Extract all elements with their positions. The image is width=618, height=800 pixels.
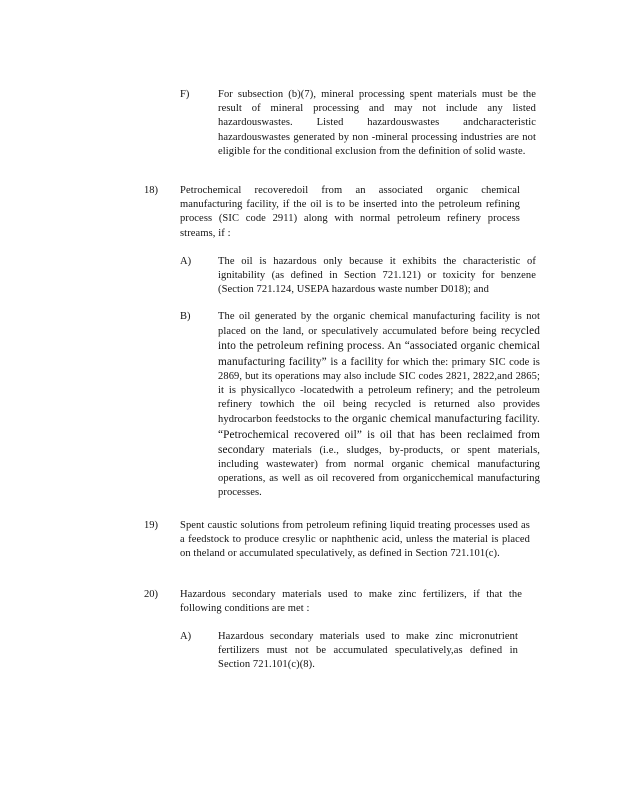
item-label-20a: A)	[180, 631, 192, 642]
item-label-19: 19)	[144, 520, 158, 531]
item-text-18a: The oil is hazardous only because it exhibits the characteristic of ignitability (as defined in Section 721.121) or toxicity for benzene (Section 721.124, USEPA hazardous waste number D018); and	[218, 256, 536, 296]
item-text-18b-part5: materials (i.e., sludges, by-products, or spent materials, including wastewater) from normal organic chemical manufacturing operations, as well as oil recovered from organicchemical manufacturing processes.	[218, 444, 540, 499]
item-label-20: 20)	[144, 589, 158, 600]
item-text-f: For subsection (b)(7), mineral processing spent materials must be the result of mineral processing and may not include any listed hazardouswastes. Listed hazardouswastes andcharacteristic hazardouswastes generated by non -mineral processing industries are not eligible for the conditional exclusion from the definition of solid waste.	[218, 89, 536, 157]
item-text-18: Petrochemical recoveredoil from an associated organic chemical manufacturing facility, if the oil is to be inserted into the petroleum refining process (SIC code 2911) along with normal petroleum refinery process streams, if :	[180, 185, 520, 239]
item-label-18: 18)	[144, 185, 158, 196]
item-text-18b-part3: for which the: primary SIC code is 2869, but its operations may also include SIC codes 2821, 2822,and 2865; it is physicallyco -locatedwith a petroleum refinery; and the petroleum refinery towhich the oil being recycled is returned also provides hydrocarbon feedstocks to	[218, 356, 540, 426]
item-text-18b-part4: the organic chemical manufacturing facility. “Petrochemical recovered oil” is oil that has been reclaimed from secondary	[218, 413, 540, 456]
item-label-18b: B)	[180, 311, 191, 322]
item-text-18b-part1: The oil generated by the organic chemical manufacturing facility is not placed on the land, or speculatively accumulated before being	[218, 311, 540, 338]
item-label-18a: A)	[180, 256, 192, 267]
item-text-18b	[218, 310, 540, 501]
item-text-20a: Hazardous secondary materials used to make zinc micronutrient fertilizers must not be accumulated speculatively,as defined in Section 721.101(c)(8).	[218, 631, 518, 671]
item-text-19: Spent caustic solutions from petroleum refining liquid treating processes used as a feedstock to produce cresylic or naphthenic acid, unless the material is placed on theland or accumulated speculatively, as defined in Section 721.101(c).	[180, 520, 530, 560]
item-label-f: F)	[180, 89, 190, 100]
item-text-20: Hazardous secondary materials used to make zinc fertilizers, if that the following conditions are met :	[180, 589, 522, 615]
item-text-18b-part2: recycled into the petroleum refining process. An “associated organic chemical manufacturing facility” is a facility	[218, 325, 540, 368]
